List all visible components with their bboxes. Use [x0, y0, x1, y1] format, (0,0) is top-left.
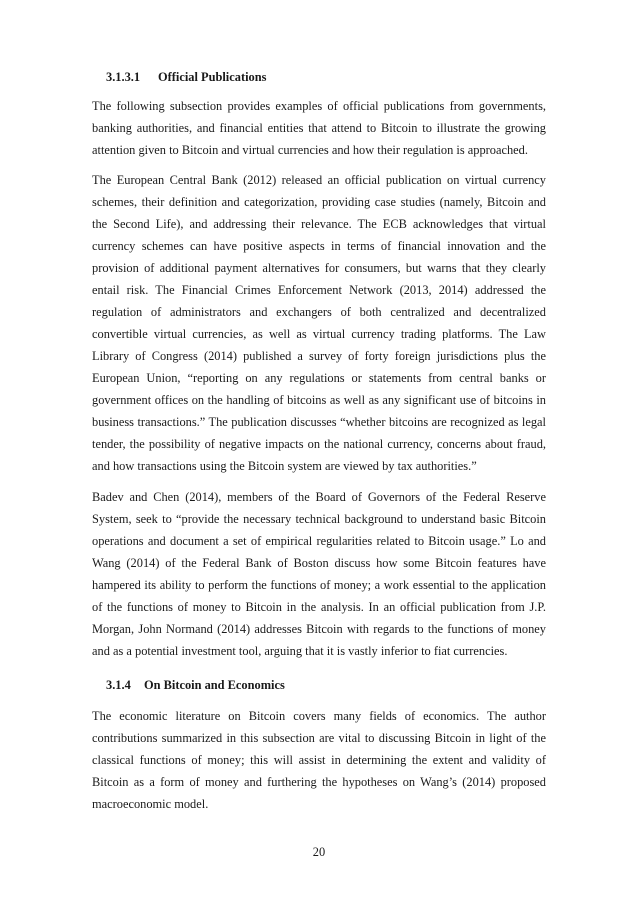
- text-line: Bitcoin as a form of money and furthering the hypotheses on Wang’s (2014) proposed: [92, 775, 546, 789]
- text-line: currency schemes can have positive aspects in terms of financial innovation and the: [92, 239, 546, 253]
- paragraph-ecb: [92, 169, 546, 477]
- text-line: macroeconomic model.: [92, 797, 209, 811]
- text-line: schemes, their definition and categorization, providing case studies (namely, Bitcoin and: [92, 195, 546, 209]
- text-line: government offices on the handling of bitcoins as well as any significant use of bitcoins in: [92, 393, 546, 407]
- paragraph-badev-chen: [92, 486, 546, 662]
- text-line: provision of additional payment alternatives for consumers, but warns that they clearly: [92, 261, 546, 275]
- text-line: and how transactions using the Bitcoin system are viewed by tax authorities.”: [92, 459, 477, 473]
- section-number: 3.1.4: [106, 678, 131, 692]
- section-heading-official-publications: [106, 69, 266, 85]
- text-line: The economic literature on Bitcoin covers many fields of economics. The author: [92, 709, 546, 723]
- text-line: operations and document a set of empirical regularities related to Bitcoin usage.” Lo and: [92, 534, 546, 548]
- text-line: regulation of administrators and exchangers of both centralized and decentralized: [92, 305, 546, 319]
- page-number: 20: [312, 845, 326, 859]
- section-heading-bitcoin-economics: [106, 677, 285, 693]
- paragraph-economic-literature: [92, 705, 546, 815]
- section-title: Official Publications: [158, 70, 267, 84]
- text-line: System, seek to “provide the necessary technical background to understand basic Bitcoin: [92, 512, 546, 526]
- text-line: Badev and Chen (2014), members of the Board of Governors of the Federal Reserve: [92, 490, 546, 504]
- text-line: entail risk. The Financial Crimes Enforcement Network (2013, 2014) addressed the: [92, 283, 546, 297]
- text-line: convertible virtual currencies, as well as virtual currency trading platforms. The Law: [92, 327, 546, 341]
- text-line: hampered its ability to perform the functions of money; a work essential to the application: [92, 578, 546, 592]
- text-line: and as a potential investment tool, arguing that it is vastly inferior to fiat currencies.: [92, 644, 508, 658]
- text-line: business transactions.” The publication discusses “whether bitcoins are recognized as legal: [92, 415, 546, 429]
- text-line: contributions summarized in this subsection are vital to discussing Bitcoin in light of the: [92, 731, 546, 745]
- text-line: classical functions of money; this will assist in determining the extent and validity of: [92, 753, 546, 767]
- text-line: Wang (2014) of the Federal Bank of Boston discuss how some Bitcoin features have: [92, 556, 546, 570]
- text-line: The following subsection provides examples of official publications from governments,: [92, 99, 546, 113]
- text-line: Morgan, John Normand (2014) addresses Bitcoin with regards to the functions of money: [92, 622, 546, 636]
- text-line: of the functions of money to Bitcoin in the analysis. In an official publication from J.P.: [92, 600, 546, 614]
- text-line: banking authorities, and financial entities that attend to Bitcoin to illustrate the growing: [92, 121, 546, 135]
- text-line: Library of Congress (2014) published a survey of forty foreign jurisdictions plus the: [92, 349, 546, 363]
- text-line: European Union, “reporting on any regulations or statements from central banks or: [92, 371, 546, 385]
- text-line: tender, the possibility of negative impacts on the national currency, concerns about fraud,: [92, 437, 546, 451]
- section-number: 3.1.3.1: [106, 70, 141, 84]
- section-title: On Bitcoin and Economics: [144, 678, 285, 692]
- text-line: the Second Life), and addressing their relevance. The ECB acknowledges that virtual: [92, 217, 546, 231]
- text-line: The European Central Bank (2012) released an official publication on virtual currency: [92, 173, 546, 187]
- text-line: attention given to Bitcoin and virtual currencies and how their regulation is approached.: [92, 143, 528, 157]
- paragraph-intro: [92, 95, 546, 161]
